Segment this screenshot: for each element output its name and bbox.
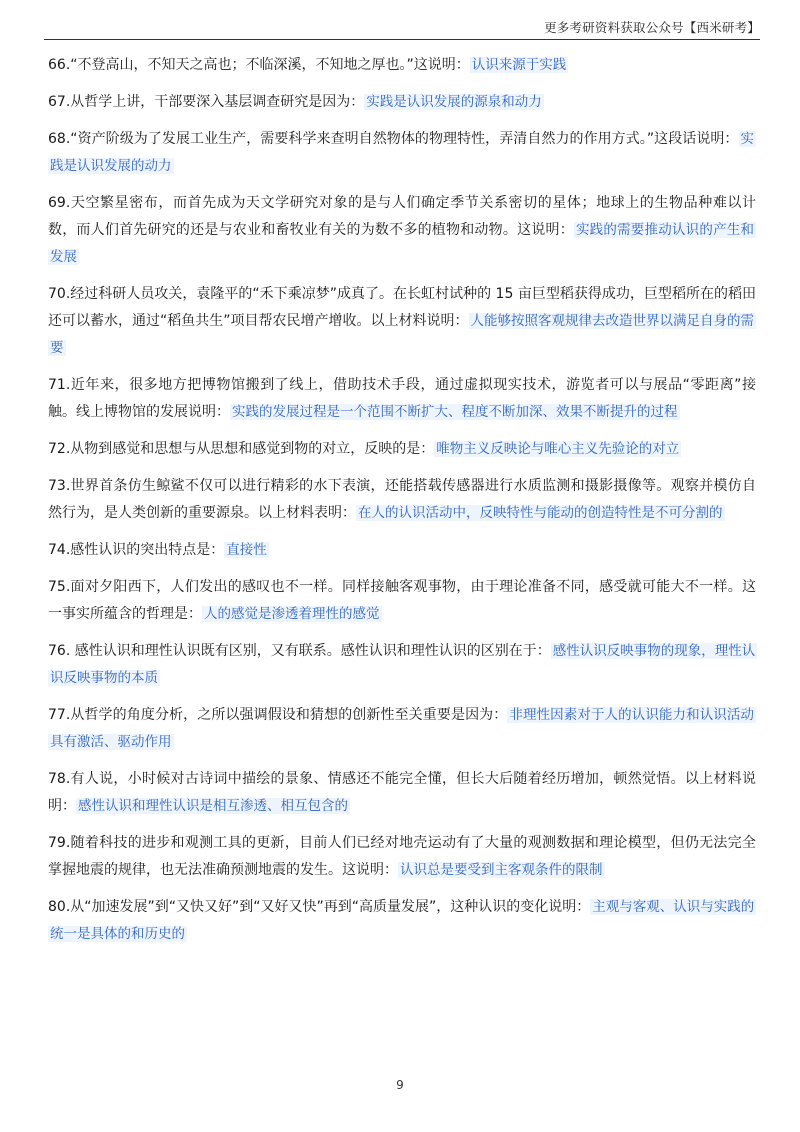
page-number: 9 xyxy=(396,1078,404,1092)
question-text: 近年来，很多地方把博物馆搬到了线上，借助技术手段，通过虚拟现实技术，游览者可以与展品“零距离”接触。线上博物馆的发展说明： xyxy=(48,377,756,420)
question-text: 世界首条仿生鲸鲨不仅可以进行精彩的水下表演，还能搭载传感器进行水质监测和摄影摄像等。观察并模仿自然行为，是人类创新的重要源泉。以上材料表明： xyxy=(48,478,756,521)
answer-highlight: 人的感觉是渗透着理性的感觉 xyxy=(204,606,380,622)
question-number: 75. xyxy=(48,579,71,595)
answer-highlight: 感性认识和理性认识是相互渗透、相互包含的 xyxy=(78,798,348,814)
answer-highlight: 感性认识反映事物的现象，理性认识反映事物的本质 xyxy=(50,643,756,686)
answer-highlight: 人能够按照客观规律去改造世界以满足自身的需要 xyxy=(50,313,755,356)
answer-highlight: 实践是认识发展的动力 xyxy=(50,131,754,174)
question-text: 感性认识和理性认识既有区别，又有联系。感性认识和理性认识的区别在于： xyxy=(70,643,551,659)
question-item xyxy=(48,574,756,628)
question-number: 69. xyxy=(48,195,71,211)
answer-highlight: 实践的需要推动认识的产生和发展 xyxy=(50,222,755,265)
question-text: 感性认识的突出特点是： xyxy=(70,542,225,558)
question-number: 73. xyxy=(48,478,71,494)
question-number: 66. xyxy=(48,57,71,73)
question-item xyxy=(48,52,756,79)
question-item xyxy=(48,372,756,426)
question-item xyxy=(48,436,756,463)
question-number: 70. xyxy=(48,286,71,302)
question-text: 有人说，小时候对古诗词中描绘的景象、情感还不能完全懂，但长大后随着经历增加，顿然觉悟。以上材料说明： xyxy=(48,771,756,814)
question-item xyxy=(48,473,756,527)
answer-highlight: 主观与客观、认识与实践的统一是具体的和历史的 xyxy=(50,899,755,942)
question-text: 从哲学的角度分析，之所以强调假设和猜想的创新性至关重要是因为： xyxy=(70,707,508,723)
question-number: 71. xyxy=(48,377,71,393)
answer-highlight: 实践是认识发展的源泉和动力 xyxy=(366,94,542,110)
question-text: “资产阶级为了发展工业生产，需要科学来查明自然物体的物理特性，弄清自然力的作用方式。”这段话说明： xyxy=(70,131,739,147)
question-number: 78. xyxy=(48,771,71,787)
question-item xyxy=(48,89,756,116)
question-text: 天空繁星密布，而首先成为天文学研究对象的是与人们确定季节关系密切的星体；地球上的生物品种难以计数，而人们首先研究的还是与农业和畜牧业有关的为数不多的植物和动物。这说明： xyxy=(48,195,756,238)
question-item xyxy=(48,766,756,820)
question-item xyxy=(48,830,756,884)
header-divider xyxy=(44,39,760,40)
answer-highlight: 认识总是要受到主客观条件的限制 xyxy=(400,862,603,878)
answer-highlight: 实践的发展过程是一个范围不断扩大、程度不断加深、效果不断提升的过程 xyxy=(232,404,678,420)
question-number: 77. xyxy=(48,707,71,723)
question-item xyxy=(48,638,756,692)
question-text: “不登高山，不知天之高也；不临深溪，不知地之厚也。”这说明： xyxy=(70,57,470,73)
question-text: 面对夕阳西下，人们发出的感叹也不一样。同样接触客观事物，由于理论准备不同，感受就可能大不一样。这一事实所蕴含的哲理是： xyxy=(48,579,756,622)
question-list xyxy=(48,52,756,958)
question-text: 从哲学上讲，干部要深入基层调查研究是因为： xyxy=(70,94,365,110)
question-item xyxy=(48,537,756,564)
answer-highlight: 认识来源于实践 xyxy=(471,57,567,73)
answer-highlight: 直接性 xyxy=(226,542,267,558)
question-item xyxy=(48,702,756,756)
question-number: 80. xyxy=(48,899,71,915)
question-number: 76. xyxy=(48,643,71,659)
page-header: 更多考研资料获取公众号【西米研考】 xyxy=(544,20,760,35)
question-text: 从“加速发展”到“又快又好”到“又好又快”再到“高质量发展”，这种认识的变化说明： xyxy=(70,899,591,915)
question-number: 79. xyxy=(48,835,71,851)
question-number: 74. xyxy=(48,542,71,558)
question-number: 68. xyxy=(48,131,71,147)
question-text: 随着科技的进步和观测工具的更新，目前人们已经对地壳运动有了大量的观测数据和理论模型，但仍无法完全掌握地震的规律，也无法准确预测地震的发生。这说明： xyxy=(48,835,756,878)
question-number: 72. xyxy=(48,441,71,457)
answer-highlight: 在人的认识活动中，反映特性与能动的创造特性是不可分割的 xyxy=(358,505,723,521)
question-text: 经过科研人员攻关，袁隆平的“禾下乘凉梦”成真了。在长虹村试种的 15 亩巨型稻获得成功，巨型稻所在的稻田还可以蓄水，通过“稻鱼共生”项目帮农民增产增收。以上材料说明： xyxy=(48,286,756,329)
question-text: 从物到感觉和思想与从思想和感觉到物的对立，反映的是： xyxy=(70,441,435,457)
answer-highlight: 非理性因素对于人的认识能力和认识活动具有激活、驱动作用 xyxy=(50,707,755,750)
answer-highlight: 唯物主义反映论与唯心主义先验论的对立 xyxy=(436,441,680,457)
question-item xyxy=(48,281,756,362)
question-item xyxy=(48,126,756,180)
question-number: 67. xyxy=(48,94,71,110)
question-item xyxy=(48,190,756,271)
question-item xyxy=(48,894,756,948)
